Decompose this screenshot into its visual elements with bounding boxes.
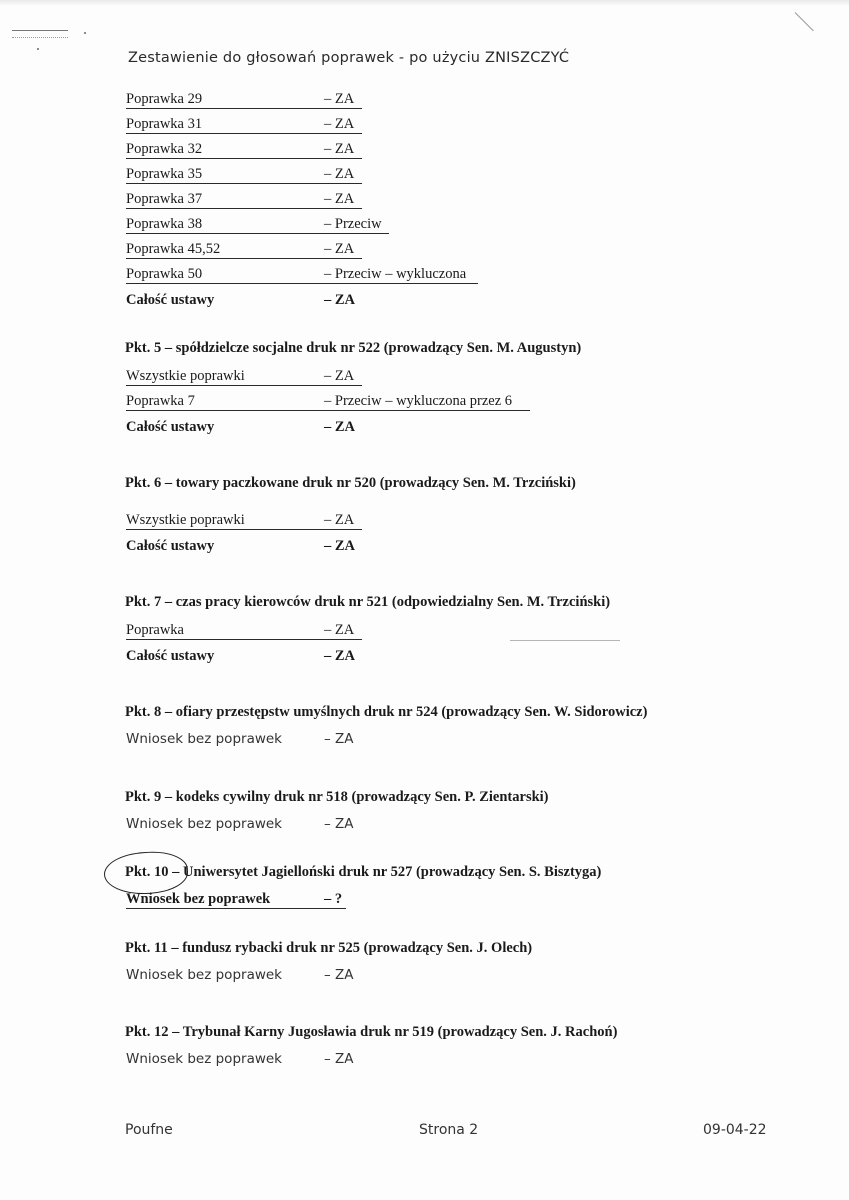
section-title: Pkt. 7 – czas pracy kierowców druk nr 521 (odpowiedzialny Sen. M. Trzciński): [125, 594, 611, 610]
amendment-label: Poprawka 32: [126, 141, 203, 157]
scan-corner-mark: [12, 30, 68, 38]
amendment-row: [126, 115, 362, 134]
vote-value: – ZA: [324, 368, 355, 384]
vote-value: – Przeciw: [324, 216, 382, 232]
document-title: Zestawienie do głosowań poprawek - po użyciu ZNISZCZYĆ: [128, 50, 570, 66]
vote-value: – ZA: [324, 241, 355, 257]
vote-value: – Przeciw – wykluczona: [324, 266, 467, 282]
amendment-label: Poprawka 35: [126, 166, 203, 182]
vote-value: – ZA: [324, 1051, 354, 1067]
total-row: [126, 291, 356, 309]
amendment-label: Poprawka 29: [126, 91, 203, 107]
amendment-label: Poprawka 37: [126, 191, 203, 207]
amendment-row: [126, 621, 362, 640]
vote-value: – ZA: [324, 419, 356, 435]
motion-row: [126, 815, 354, 833]
section-title: Pkt. 8 – ofiary przestępstw umyślnych druk nr 524 (prowadzący Sen. W. Sidorowicz): [125, 704, 648, 720]
stray-mark: [510, 640, 620, 641]
amendment-row: [126, 190, 362, 209]
vote-value: – ZA: [324, 816, 354, 832]
vote-value: – ZA: [324, 116, 355, 132]
vote-value: – ZA: [324, 292, 356, 308]
motion-row: [126, 966, 354, 984]
vote-value: – ZA: [324, 967, 354, 983]
total-row: [126, 418, 356, 436]
total-row: [126, 647, 356, 665]
amendment-label: Poprawka 7: [126, 393, 195, 409]
vote-value: – ZA: [324, 538, 356, 554]
section-title: Pkt. 5 – spółdzielcze socjalne druk nr 522 (prowadzący Sen. M. Augustyn): [125, 340, 582, 356]
footer-page-number: Strona 2: [419, 1122, 479, 1138]
motion-label: Wniosek bez poprawek: [126, 731, 283, 747]
scan-edge: [0, 0, 849, 6]
fold-mark: [795, 12, 814, 31]
vote-value: – Przeciw – wykluczona przez 6: [324, 393, 513, 409]
amendment-row: [126, 140, 362, 159]
motion-label: Wniosek bez poprawek: [126, 816, 283, 832]
amendment-row: [126, 90, 362, 109]
section-title: Pkt. 12 – Trybunał Karny Jugosławia druk nr 519 (prowadzący Sen. J. Rachoń): [125, 1024, 618, 1040]
scan-dot: [37, 48, 39, 50]
amendment-row: [126, 215, 389, 234]
amendment-row: [126, 265, 478, 284]
section-title: Pkt. 9 – kodeks cywilny druk nr 518 (prowadzący Sen. P. Zientarski): [125, 789, 549, 805]
scan-dot: [84, 32, 86, 34]
motion-row: [126, 1050, 354, 1068]
motion-row: [126, 890, 346, 909]
vote-value: – ZA: [324, 141, 355, 157]
vote-value: – ZA: [324, 512, 355, 528]
amendment-label: Wszystkie poprawki: [126, 512, 245, 528]
total-label: Całość ustawy: [126, 538, 215, 554]
total-label: Całość ustawy: [126, 419, 215, 435]
amendment-label: Poprawka 38: [126, 216, 203, 232]
vote-value: – ZA: [324, 622, 355, 638]
vote-value: – ZA: [324, 648, 356, 664]
amendment-row: [126, 392, 530, 411]
total-label: Całość ustawy: [126, 648, 215, 664]
section-title: Pkt. 10 – Uniwersytet Jagielloński druk nr 527 (prowadzący Sen. S. Bisztyga): [125, 864, 602, 880]
motion-row: [126, 730, 354, 748]
amendment-row: [126, 511, 362, 530]
motion-label: Wniosek bez poprawek: [126, 967, 283, 983]
vote-value: – ?: [324, 891, 343, 907]
section-title: Pkt. 11 – fundusz rybacki druk nr 525 (prowadzący Sen. J. Olech): [125, 940, 533, 956]
footer-confidential: Poufne: [125, 1122, 173, 1138]
amendment-label: Poprawka 50: [126, 266, 203, 282]
vote-value: – ZA: [324, 731, 354, 747]
vote-value: – ZA: [324, 191, 355, 207]
amendment-row: [126, 165, 362, 184]
total-label: Całość ustawy: [126, 292, 215, 308]
vote-value: – ZA: [324, 166, 355, 182]
motion-label: Wniosek bez poprawek: [126, 891, 271, 907]
amendment-label: Poprawka: [126, 622, 184, 638]
section-title: Pkt. 6 – towary paczkowane druk nr 520 (prowadzący Sen. M. Trzciński): [125, 475, 576, 491]
amendment-label: Poprawka 45,52: [126, 241, 221, 257]
amendment-row: [126, 240, 362, 259]
amendment-label: Poprawka 31: [126, 116, 203, 132]
total-row: [126, 537, 356, 555]
motion-label: Wniosek bez poprawek: [126, 1051, 283, 1067]
amendment-row: [126, 367, 362, 386]
amendment-label: Wszystkie poprawki: [126, 368, 245, 384]
vote-value: – ZA: [324, 91, 355, 107]
footer-date: 09-04-22: [703, 1122, 767, 1138]
